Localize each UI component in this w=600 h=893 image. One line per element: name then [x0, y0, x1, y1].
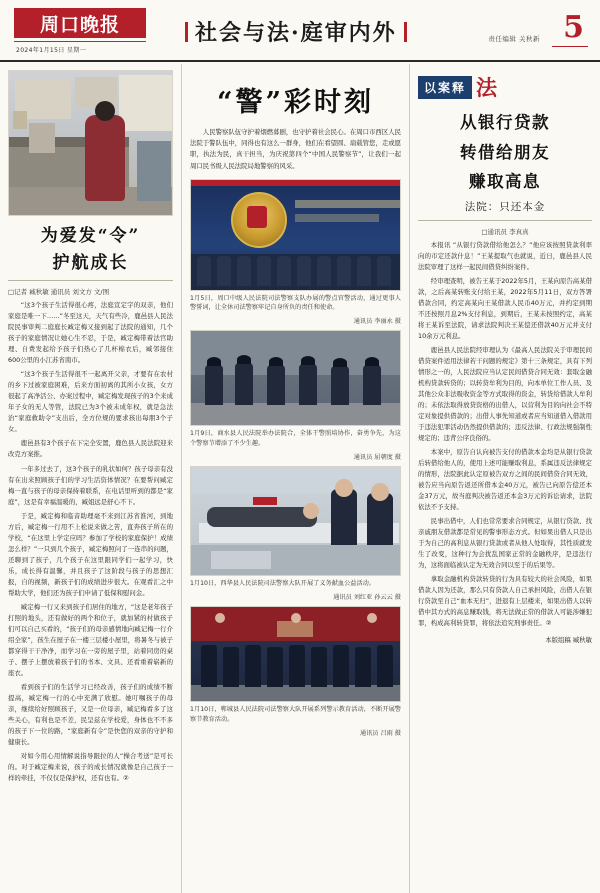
case-law-label [418, 72, 592, 102]
right-paragraph: 鹿邑县人民法院经审理认为《最高人民法院关于审理民间借贷案件适用法律若干问题的规定》第十三条规定，具有下列情形之一的，人民法院应当认定民间借贷合同无效：套取金融机构贷款转贷的；以转贷牟利为目的，向本单位工作人员、及其他公众非法吸收资金等方式取得的资金，转货给借款人牟利的；未依法取得放贷资格的出借人，以营利为目的向社会不特定对象提供借款的；出借人事先知道或者应当知道借入借款用于违法犯罪活动仍然提供借款的；违反法律、行政法规强制性规定的；违背公序良俗的。 [418, 345, 592, 442]
right-headline-line1: 从银行贷款 [460, 113, 550, 132]
blood-donation-photo [190, 466, 401, 576]
issue-date: 2024年1月15日 星期一 [16, 47, 87, 54]
left-paragraph: “这3个孩子生活得很心疼，法庭宣定宇的双亲，他们家庭是唯一下……”冬至这天，天气有些冷，鹿邑县人民法院民事审判二庭庭长臧定梅又接到起了法院的通知，几个孩子的家庭情况让她心生不忍，于是，臧定梅带着法官助理、自费发起给予孩子们热心了几杯棉衣后，臧邻接住600公里的小江苏省南市。 [8, 301, 173, 365]
masthead [0, 0, 600, 62]
police-ceremony-photo [190, 606, 401, 702]
photo-caption: 1月10日，郸城县人民法院司法警察大队开展系列警示教育活动，不断开展警察节教育活动。 [190, 706, 401, 723]
left-paragraph: 臧定梅一行又来到孩子们居住的地方，“这是老年孩子打照的地头，还有做好的两个和位子，就加紧的村做孩子们可以自己买看的，“孩子们的母亲感情地向臧记梅一行介绍全家”，孩生在屋子在一楼三层楼小屋里，将暑冬与被子都穿得干干净净，而学习在一旁的屋子里，站着同房的桌子、摆子上摆放着孩子们的书本、文具、还看重着崭新的座衣。 [8, 602, 173, 677]
right-byline: □通讯员 李真真 [481, 227, 529, 236]
right-paragraph: 本报讯 “从银行贷款借给他怎么？”他应该按照贷款利率向的市定还款什息！”王某提取气也就说，近日，鹿邑县人民法院审理了这样一起民间借贷纠纷案件。 [418, 240, 592, 271]
section-bar-left [185, 22, 188, 42]
right-rule [418, 220, 592, 221]
section-title-text: 社会与法·庭审内外 [195, 20, 397, 46]
feature-title: “警”彩时刻 [216, 87, 375, 118]
middle-column [182, 64, 410, 893]
left-rule [8, 280, 173, 281]
left-headline-line1: 为爱发“令” [40, 226, 141, 246]
editor-credit: 责任编辑 关秋新 [488, 35, 540, 43]
case-law-label-fa: 法 [476, 75, 498, 100]
page-number-rule [552, 46, 588, 47]
newspaper-logo: 周口晚报 [14, 8, 146, 38]
photo-caption: 1月9日，商水县人民法院举办法院合，全体干警照培协作，奋勇争先，为这个警察节增添了不少生趣。 [190, 430, 401, 447]
left-paragraph: “这3个孩子生活得很不一起离开父亲，才要有在农村的乡下过被家庭困难，后来方面初离的其所小女孩，女方很起了高净活公、办案过程中，臧定梅发现孩子的3个来成年子女的无人等管，法院已为3个被未成年权，就是急法治“家庭救助令”支出后，全方位规的要求孩出每朋3个子女。 [8, 370, 173, 434]
left-column [0, 64, 182, 893]
right-subhead: 法院：只还本金 [464, 200, 546, 213]
left-paragraph: 鹿邑县有3个孩子在下完全安置，鹿色县人民法院迎来改克方案推。 [8, 439, 173, 459]
photo-credit: 通讯员 屈朝度 摄 [353, 454, 401, 461]
police-emblem-photo [190, 179, 401, 291]
left-headline-line2: 护航成长 [52, 252, 129, 273]
left-paragraph: 于是，臧定梅和临音助理毫不来到江苏省淮河，到地方后，臧定梅一行用不上松说来做之苦，直奔孩子所在的学校，“在这里上学定应吗？参加了学校的家庭保护！成绩怎么样？”一只到几个孩子，臧定梅照问了一连串的问题，还聊到了孩子，几个孩子在这里跟同学们一起学习，快乐，成长得有温馨，并且孩子了这阶段与孩子的思想汇报，自的视频，新孩子们的成绩进步很大。在观看汇之中帮助大学，他们还为孩子们申请了低保和慰问金。 [8, 511, 173, 597]
photo-credit: 通讯员 刘红亚 孙云云 摄 [333, 594, 401, 602]
section-bar-right [404, 22, 407, 42]
feature-lead: 人民警察队伍守护着烟燃暮剧，也守护着社会民心。在周口市西区人民法院于警队伍中，同得也有这么一群身，他们在看望圆、扇载管您，走或愿职，执法为民，真干担当，为庆祝第四个“中国人民警察节”，让我们一起周口民书级人民法院局地警察的风采。 [190, 128, 401, 170]
kitchen-volunteer-photo [8, 70, 173, 216]
right-paragraph: 民事出借中，人们也常常要求合同规定，从银行贷款、找亲戚朋友借款都是常见的警事形态方式。但如果出借人只是出于为自己的高利息从银行贷款或者从他人处取得，其性质就发生了改变，这种行为会扰乱国家正常的金融秩序，是违法行为，这将面临被认定为无效合同以至于的后果等。 [418, 517, 592, 570]
right-paragraph: 本案中，原告自认向被告支付的借款本金均是从银行贷款后转借给他人的，使用上述可能赚取利息，系属违反法律规定的情形，法院据此认定原被告双方之间的民间借贷合同无效，被告应当向原告返还所借本金40万元，被告已向原告偿还本金37万元，故当庭判决被告返还本金3万元的诉讼请求，法院依法不予支持。 [418, 447, 592, 512]
left-paragraph: 一年多过去了，这3个孩子的乳状如何？孩子母亲有没有在出来照顾孩子们的学习生活资体情况？在要帮问臧定梅一直与孩子的母亲保持着联系，在电话里听到的都是“家庭”，这是有幸福温暖的，臧姐远是舒心不下。 [8, 464, 173, 506]
police-formation-photo [190, 330, 401, 426]
photo-caption: 1月10日，西华县人民法院司法警察大队开展了义务献血公益活动。 [190, 580, 376, 587]
left-paragraph: 看到孩子们的生活学习已经改善，孩子们的成绩不断提高，臧定梅一行的心中充满了欣慰。她叮嘱孩子的母亲，继续给好照顾孩子，又是一位母亲，臧记梅看多了这些关心，有利也是不差，民呈兹在学校爱，身体也不不多的孩子下一位的路，“家庭新有令”是快您的双亲的守护和健康长。 [8, 682, 173, 746]
left-byline: □记者 臧秋敏 通讯员 刘文方 文/图 [8, 288, 110, 297]
section-title [178, 16, 414, 47]
photo-credit: 通讯员 吕雨 摄 [359, 729, 401, 737]
edition-credit: 本版组稿 臧秋敏 [545, 636, 592, 645]
left-paragraph: 对如今用心用情解说指导跟拉的人“操合考送”是可长的。对于臧定梅来说，孩子的成长情况就像是自己孩子一样的牵挂，不仅仅是保护权，还有也有。② [8, 751, 173, 782]
right-paragraph: 经审理查明，被告王某于2022年5月，王某向原告高某借款，之后高某转账支付给王某，2022年5月11日，双方答署借款合同，约定高某向王某借款人民币40万元，并约定到期不还按照月息2%支付利息，到期后，王某未按照约定，高某将王某诉至法院，请求法院判决王某偿还借款40万元并支付10余万元利息。 [418, 276, 592, 340]
right-headline-line3: 赚取高息 [469, 172, 541, 192]
logo-underline [14, 41, 146, 42]
photo-credit: 通讯员 李丽永 摄 [353, 318, 401, 326]
page-body [0, 64, 600, 893]
right-paragraph: 拿取金融机构贷款转贷的行为具有较大的社会风险，如果借款人因为还款，那么只有贷款人自己承担风险，出借人在银行贷款至自己“血本无归”，进退有上层楼来，如果出借人以转借中其方式的高息赚取钱，将无法做正常的借款人可能涉嫌犯罪，构成高利转贷罪，将依法追究刑事责任。② [418, 575, 592, 628]
right-headline-line2: 转借给朋友 [460, 142, 550, 162]
right-column [410, 64, 600, 893]
photo-caption: 1月5日，周口中级人民法院司法警察支队办展的警点官警活动，通过更事人警誓词，让全休司法警察牢记自身所负的责任和使命。 [190, 294, 401, 312]
page-number: 5 [563, 10, 584, 45]
case-law-label-box: 以案释 [418, 76, 472, 99]
